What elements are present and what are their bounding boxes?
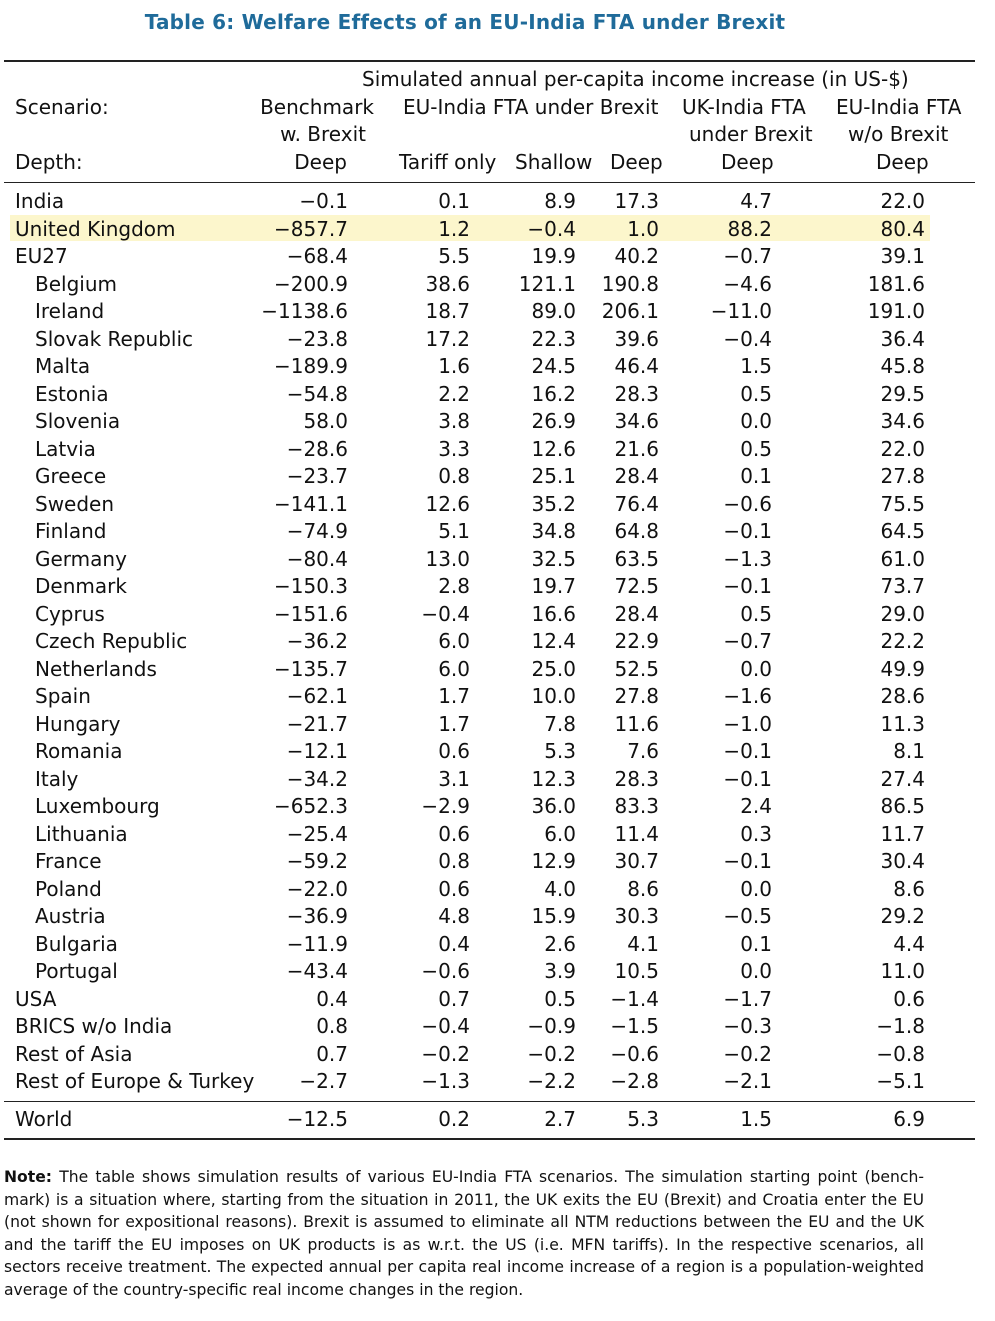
row-label: Finland	[35, 519, 107, 543]
row-value: 4.0	[544, 876, 576, 901]
row-value: −189.9	[273, 354, 348, 378]
row-value: 27.8	[880, 464, 925, 488]
row-value: −2.2	[527, 1069, 576, 1093]
row-value: 75.5	[880, 491, 925, 516]
row-value: −1.6	[723, 684, 772, 708]
row-label: Rest of Asia	[15, 1041, 133, 1066]
row-value: −0.7	[723, 244, 772, 268]
row-value: 22.0	[880, 189, 925, 213]
row-label: Sweden	[35, 491, 115, 516]
row-value: 2.8	[438, 574, 470, 598]
row-value: −0.4	[527, 216, 576, 241]
row-value: 24.5	[531, 354, 576, 378]
row-label: Cyprus	[35, 601, 105, 626]
row-value: −21.7	[286, 711, 348, 736]
row-value: −80.4	[286, 546, 348, 571]
row-value: −1.8	[876, 1014, 925, 1038]
row-value: −2.8	[610, 1069, 659, 1093]
row-value: 0.1	[740, 931, 772, 956]
row-value: 0.1	[438, 189, 470, 213]
row-value: 6.0	[544, 821, 576, 846]
row-value: −22.0	[286, 876, 348, 901]
header-scenario-label: Scenario:	[15, 95, 109, 119]
row-value: 0.8	[438, 849, 470, 873]
row-value: 19.7	[531, 574, 576, 598]
row-value: 5.1	[438, 519, 470, 543]
row-value: 0.7	[316, 1041, 348, 1066]
row-value: −11.9	[286, 931, 348, 956]
row-value: −0.1	[723, 766, 772, 791]
row-value: 72.5	[614, 574, 659, 598]
header-uk-l2: under Brexit	[689, 122, 813, 146]
row-value: 17.3	[614, 189, 659, 213]
row-value: −2.7	[299, 1069, 348, 1093]
row-value: −2.9	[421, 794, 470, 818]
header-tariff: Tariff only	[399, 150, 497, 174]
row-value: 12.3	[531, 766, 576, 791]
row-value: 28.6	[880, 684, 925, 708]
row-value: 28.3	[614, 766, 659, 791]
row-value: −28.6	[286, 436, 348, 461]
row-value: −0.1	[723, 519, 772, 543]
row-value: −0.6	[610, 1041, 659, 1066]
row-label: USA	[15, 986, 57, 1011]
row-value: 0.8	[316, 1014, 348, 1038]
row-value: 0.8	[438, 464, 470, 488]
row-value: 5.3	[544, 739, 576, 763]
row-value: 206.1	[601, 299, 659, 323]
row-value: −54.8	[286, 381, 348, 406]
row-value: −0.6	[421, 959, 470, 983]
row-value: 8.6	[627, 876, 659, 901]
row-label: France	[35, 849, 102, 873]
row-value: 18.7	[425, 299, 470, 323]
row-value: 12.6	[425, 491, 470, 516]
row-value: −0.3	[723, 1014, 772, 1038]
row-value: −857.7	[273, 216, 348, 241]
header-euindia: EU-India FTA under Brexit	[403, 95, 659, 119]
row-value: 89.0	[531, 299, 576, 323]
header-deep: Deep	[610, 150, 663, 174]
top-rule	[4, 60, 975, 62]
row-value: 0.6	[438, 876, 470, 901]
row-value: 1.5	[740, 354, 772, 378]
row-value: −11.0	[710, 299, 772, 323]
row-value: 16.2	[531, 381, 576, 406]
row-value: −0.1	[723, 739, 772, 763]
row-value: 29.0	[880, 601, 925, 626]
row-value: 6.0	[438, 656, 470, 681]
header-super: Simulated annual per-capita income increase (in US-$)	[362, 67, 909, 91]
row-value: −0.8	[876, 1041, 925, 1066]
row-value: 27.8	[614, 684, 659, 708]
row-value: −1.0	[723, 711, 772, 736]
row-label: Czech Republic	[35, 629, 188, 653]
row-value: −135.7	[273, 656, 348, 681]
row-label: Austria	[35, 904, 106, 928]
row-value: −1.5	[610, 1014, 659, 1038]
world-value: 6.9	[893, 1107, 925, 1131]
row-value: 8.1	[893, 739, 925, 763]
row-label: Luxembourg	[35, 794, 160, 818]
header-depth-label: Depth:	[15, 150, 83, 174]
row-value: 181.6	[867, 271, 925, 296]
header-wo-l1: EU-India FTA	[836, 95, 962, 119]
row-value: 25.0	[531, 656, 576, 681]
bottom-rule	[4, 1138, 975, 1140]
row-value: 17.2	[425, 326, 470, 351]
row-label: United Kingdom	[15, 216, 176, 241]
row-value: −74.9	[286, 519, 348, 543]
row-value: 12.9	[531, 849, 576, 873]
row-value: −652.3	[273, 794, 348, 818]
row-label: Poland	[35, 876, 102, 901]
row-value: 0.6	[438, 821, 470, 846]
row-value: 5.5	[438, 244, 470, 268]
row-value: 29.2	[880, 904, 925, 928]
row-value: −4.6	[723, 271, 772, 296]
row-value: 32.5	[531, 546, 576, 571]
row-value: 30.3	[614, 904, 659, 928]
row-value: −0.9	[527, 1014, 576, 1038]
row-value: 10.5	[614, 959, 659, 983]
row-value: −150.3	[273, 574, 348, 598]
row-value: 22.3	[531, 326, 576, 351]
row-value: −0.1	[723, 574, 772, 598]
world-value: 1.5	[740, 1107, 772, 1131]
row-value: −34.2	[286, 766, 348, 791]
row-value: 3.3	[438, 436, 470, 461]
row-value: −1.7	[723, 986, 772, 1011]
row-value: 0.6	[893, 986, 925, 1011]
row-value: −25.4	[286, 821, 348, 846]
row-value: 191.0	[867, 299, 925, 323]
row-value: 11.7	[880, 821, 925, 846]
row-label: Slovenia	[35, 409, 121, 433]
row-value: −0.4	[421, 1014, 470, 1038]
row-value: 0.6	[438, 739, 470, 763]
row-label: Greece	[35, 464, 107, 488]
row-value: 73.7	[880, 574, 925, 598]
row-value: 0.5	[740, 601, 772, 626]
row-value: −59.2	[286, 849, 348, 873]
row-value: 22.9	[614, 629, 659, 653]
row-value: −0.4	[421, 601, 470, 626]
row-value: −151.6	[273, 601, 348, 626]
row-value: 36.0	[531, 794, 576, 818]
row-value: 2.6	[544, 931, 576, 956]
world-label: World	[15, 1107, 73, 1131]
row-value: 6.0	[438, 629, 470, 653]
row-value: −23.7	[286, 464, 348, 488]
row-label: Bulgaria	[35, 931, 118, 956]
row-value: 39.1	[880, 244, 925, 268]
row-value: −0.2	[527, 1041, 576, 1066]
row-value: 2.4	[740, 794, 772, 818]
row-value: −1138.6	[261, 299, 348, 323]
row-value: −0.1	[299, 189, 348, 213]
row-value: 12.6	[531, 436, 576, 461]
row-label: Estonia	[35, 381, 109, 406]
world-value: −12.5	[286, 1107, 348, 1131]
row-value: 64.8	[614, 519, 659, 543]
header-rule	[4, 182, 975, 183]
row-value: 3.1	[438, 766, 470, 791]
row-value: −0.1	[723, 849, 772, 873]
row-value: 121.1	[518, 271, 576, 296]
note-text: The table shows simulation results of various EU-India FTA scenarios. The simulation starting point (bench-mark) is a situation where, starting from the situation in 2011, the UK exits the EU (Brexit) and Croatia enter the EU (not shown for expositional reasons). Brexit is assumed to eliminate all NTM reductions between the EU and the UK and the tariff the EU imposes on UK products is as w.r.t. the US (i.e. MFN tariffs). In the respective scenarios, all sectors receive treatment. The expected annual per capita real income increase of a region is a population-weighted average of the country-specific real income changes in the region.	[4, 1168, 924, 1299]
row-value: 38.6	[425, 271, 470, 296]
row-value: 63.5	[614, 546, 659, 571]
row-value: 11.6	[614, 711, 659, 736]
row-value: 26.9	[531, 409, 576, 433]
row-value: 15.9	[531, 904, 576, 928]
row-value: 19.9	[531, 244, 576, 268]
row-value: −36.2	[286, 629, 348, 653]
row-value: 12.4	[531, 629, 576, 653]
header-wo-l2: w/o Brexit	[848, 122, 949, 146]
row-label: Denmark	[35, 574, 127, 598]
row-value: 7.8	[544, 711, 576, 736]
row-value: 34.6	[880, 409, 925, 433]
row-value: −141.1	[273, 491, 348, 516]
row-value: −36.9	[286, 904, 348, 928]
row-value: 1.7	[438, 684, 470, 708]
row-value: 40.2	[614, 244, 659, 268]
header-uk-l1: UK-India FTA	[682, 95, 806, 119]
header-benchmark-depth: Deep	[294, 150, 347, 174]
note-label: Note:	[4, 1168, 53, 1186]
table-note	[4, 1166, 924, 1302]
row-value: −0.2	[421, 1041, 470, 1066]
row-value: 11.4	[614, 821, 659, 846]
row-value: 0.7	[438, 986, 470, 1011]
row-value: 4.1	[627, 931, 659, 956]
row-label: Hungary	[35, 711, 121, 736]
row-value: 29.5	[880, 381, 925, 406]
row-label: EU27	[15, 244, 68, 268]
row-value: 0.4	[438, 931, 470, 956]
row-value: 30.4	[880, 849, 925, 873]
row-label: India	[15, 189, 65, 213]
row-value: 22.0	[880, 436, 925, 461]
row-value: −1.4	[610, 986, 659, 1011]
row-value: 28.4	[614, 601, 659, 626]
row-value: 27.4	[880, 766, 925, 791]
world-rule	[4, 1101, 975, 1102]
row-value: 35.2	[531, 491, 576, 516]
row-value: 25.1	[531, 464, 576, 488]
world-value: 5.3	[627, 1107, 659, 1131]
row-value: −43.4	[286, 959, 348, 983]
row-value: 64.5	[880, 519, 925, 543]
row-value: 49.9	[880, 656, 925, 681]
row-value: 83.3	[614, 794, 659, 818]
row-value: −23.8	[286, 326, 348, 351]
row-value: 3.9	[544, 959, 576, 983]
row-label: Romania	[35, 739, 123, 763]
row-value: 3.8	[438, 409, 470, 433]
row-value: 36.4	[880, 326, 925, 351]
row-label: Latvia	[35, 436, 96, 461]
row-value: 1.7	[438, 711, 470, 736]
row-value: 8.6	[893, 876, 925, 901]
row-value: 1.6	[438, 354, 470, 378]
header-benchmark-l2: w. Brexit	[280, 122, 366, 146]
row-value: −0.6	[723, 491, 772, 516]
row-value: −62.1	[286, 684, 348, 708]
row-value: 86.5	[880, 794, 925, 818]
header-uk-depth: Deep	[721, 150, 774, 174]
row-value: 21.6	[614, 436, 659, 461]
row-value: 0.1	[740, 464, 772, 488]
row-value: 34.8	[531, 519, 576, 543]
row-value: 1.0	[627, 216, 659, 241]
row-label: Ireland	[35, 299, 105, 323]
row-value: −2.1	[723, 1069, 772, 1093]
row-value: −0.2	[723, 1041, 772, 1066]
row-value: 10.0	[531, 684, 576, 708]
header-wo-depth: Deep	[876, 150, 929, 174]
row-value: 0.0	[740, 959, 772, 983]
row-label: Slovak Republic	[35, 326, 193, 351]
row-value: 8.9	[544, 189, 576, 213]
row-label: Lithuania	[35, 821, 128, 846]
row-value: 88.2	[727, 216, 772, 241]
row-value: −5.1	[876, 1069, 925, 1093]
row-value: 2.2	[438, 381, 470, 406]
row-value: −0.7	[723, 629, 772, 653]
row-value: 28.4	[614, 464, 659, 488]
row-value: 76.4	[614, 491, 659, 516]
row-label: BRICS w/o India	[15, 1014, 173, 1038]
row-label: Belgium	[35, 271, 117, 296]
row-value: 4.4	[893, 931, 925, 956]
row-label: Rest of Europe & Turkey	[15, 1069, 255, 1093]
row-value: 0.0	[740, 409, 772, 433]
row-value: 28.3	[614, 381, 659, 406]
row-value: 11.3	[880, 711, 925, 736]
row-value: 61.0	[880, 546, 925, 571]
world-value: 0.2	[438, 1107, 470, 1131]
row-value: 0.0	[740, 876, 772, 901]
row-value: 45.8	[880, 354, 925, 378]
row-value: 80.4	[880, 216, 925, 241]
header-shallow: Shallow	[515, 150, 593, 174]
row-value: 4.8	[438, 904, 470, 928]
header-benchmark-l1: Benchmark	[260, 95, 374, 119]
row-label: Spain	[35, 684, 91, 708]
row-value: 13.0	[425, 546, 470, 571]
row-value: 4.7	[740, 189, 772, 213]
row-value: −200.9	[273, 271, 348, 296]
row-value: 22.2	[880, 629, 925, 653]
row-value: 190.8	[601, 271, 659, 296]
row-value: 0.5	[740, 381, 772, 406]
row-value: −1.3	[421, 1069, 470, 1093]
row-value: 0.4	[316, 986, 348, 1011]
row-label: Malta	[35, 354, 91, 378]
row-value: 30.7	[614, 849, 659, 873]
row-value: 0.5	[544, 986, 576, 1011]
row-value: 16.6	[531, 601, 576, 626]
row-value: 11.0	[880, 959, 925, 983]
row-value: 52.5	[614, 656, 659, 681]
row-label: Germany	[35, 546, 127, 571]
row-value: 0.5	[740, 436, 772, 461]
row-value: −68.4	[286, 244, 348, 268]
world-value: 2.7	[544, 1107, 576, 1131]
row-value: −0.5	[723, 904, 772, 928]
row-value: 34.6	[614, 409, 659, 433]
table-title: Table 6: Welfare Effects of an EU-India FTA under Brexit	[144, 10, 786, 34]
row-label: Netherlands	[35, 656, 157, 681]
row-value: 39.6	[614, 326, 659, 351]
row-value: −0.4	[723, 326, 772, 351]
row-label: Portugal	[35, 959, 118, 983]
row-value: −1.3	[723, 546, 772, 571]
row-value: −12.1	[286, 739, 348, 763]
row-label: Italy	[35, 766, 79, 791]
row-value: 1.2	[438, 216, 470, 241]
row-value: 46.4	[614, 354, 659, 378]
row-value: 7.6	[627, 739, 659, 763]
row-value: 0.3	[740, 821, 772, 846]
row-value: 0.0	[740, 656, 772, 681]
row-value: 58.0	[303, 409, 348, 433]
